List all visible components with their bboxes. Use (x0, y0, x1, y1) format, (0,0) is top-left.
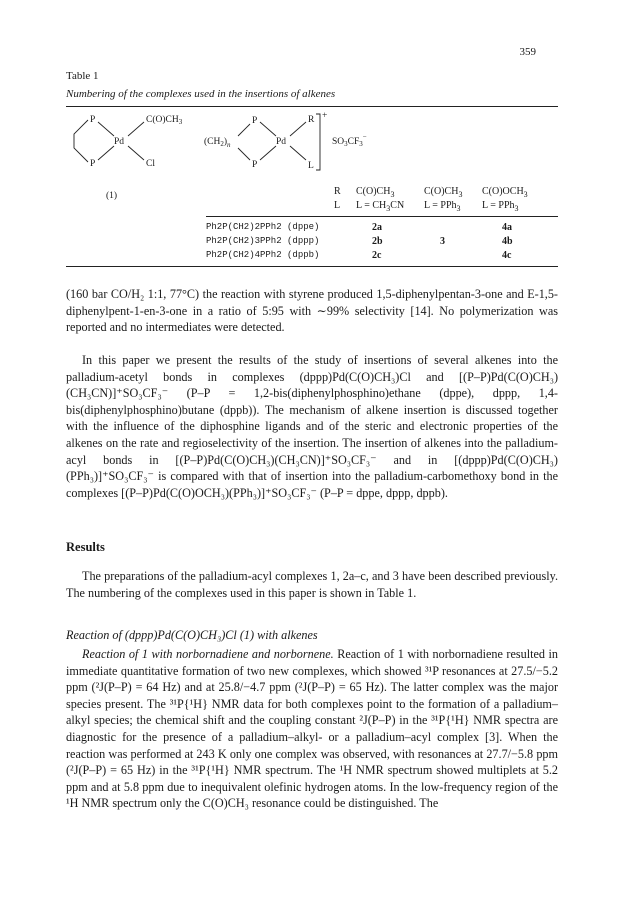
body-paragraph-4 (66, 646, 558, 812)
structure-1 (74, 114, 183, 201)
table-row-c1: 2c (372, 250, 382, 261)
table-header-rule (206, 216, 558, 217)
table-header-l-col3: L = PPh$_3$ (482, 200, 519, 213)
struct1-acyl: $C(O)CH_3$ (146, 115, 183, 126)
table-bottom-rule (66, 266, 558, 267)
struct1-pd: Pd (114, 137, 125, 147)
table-top-rule (66, 106, 558, 107)
table-header-r-col2: $C(O)CH_3$ (424, 186, 463, 199)
table-header-r-col3: $C(O)OCH_3$ (482, 186, 528, 199)
body-paragraph-2: In this paper we present the results of the study of insertions of several alkenes into the palladium-acetyl bonds in complexes (dppp)Pd(C(O)CH₃)Cl and [(P–P)Pd(C(O)CH₃)(CH₃CN)]⁺SO₃CF₃⁻ (P–P = 1,2-bis(diphenylphosphino)ethane (dppe), dppp, 1,4-bis(diphenylphosphino)butane (dppb)). The mechanism of alkene insertion is discussed together with the influence of the diphosphine ligands and of the steric and electronic properties of the alkenes on the rate and regioselectivity of the insertion. The insertion of alkenes into the palladium-acyl bonds in [(P–P)Pd(C(O)CH₃)(CH₃CN)]⁺SO₃CF₃⁻ and in [(dppp)Pd(C(O)CH₃)(PPh₃)]⁺SO₃CF₃⁻ is compared with that of insertion into the palladium-carbomethoxy bond in the complexes [(P–P)Pd(C(O)OCH₃)(PPh₃)]⁺SO₃CF₃⁻ (P–P = dppe, dppp, dppb). (66, 353, 558, 500)
struct2-r: R (308, 115, 315, 125)
struct2-p-top: P (252, 116, 258, 126)
table-row-c3: 4b (502, 236, 513, 247)
table-row-c1: 2a (372, 222, 382, 233)
table-row-ligand: Ph2P(CH2)2PPh2 (dppe) (206, 222, 320, 232)
table-caption: Numbering of the complexes used in the insertions of alkenes (66, 88, 336, 100)
struct2-pd: Pd (276, 137, 287, 147)
struct2-charge: + (322, 111, 328, 121)
structure-2 (204, 111, 367, 171)
body-paragraph-3: The preparations of the palladium-acyl complexes 1, 2a–c, and 3 have been described previously. The numbering of the complexes used in this paper is shown in Table 1. (66, 569, 558, 600)
body-paragraph-1: (160 bar CO/H₂ 1:1, 77°C) the reaction with styrene produced 1,5-diphenylpentan-3-one and E-1,5-diphenylpent-1-en-3-one in a ratio of 5:95 with ∼99% selectivity [14]. No polymerization was reported and no intermediates were detected. (66, 287, 558, 335)
table-header-r-label: R (334, 186, 341, 197)
struct1-cl: Cl (146, 159, 155, 169)
struct2-chain: $(CH_2)_n$ (204, 137, 231, 149)
struct1-label: (1) (106, 191, 118, 201)
struct2-p-bottom: P (252, 160, 258, 170)
structure-diagrams (66, 110, 366, 220)
table-header-l-col1: $L = CH_3CN$ (356, 200, 405, 213)
table-header-l-label: L (334, 200, 341, 211)
paragraph-text: Reaction of 1 with norbornadiene resulted in immediate quantitative formation of two new complexes, which showed ³¹P resonances at 27.5/−5.2 ppm (²J(P–P) = 64 Hz) and at 25.8/−4.7 ppm (²J(P–P) = 65 Hz). The latter complex was the major species present. The ³¹P{¹H} NMR data for both complexes point to the formation of a palladium–alkyl species; the chemical shift and the coupling constant ²J(P–P) in the ³¹P{¹H} NMR spectra are diagnostic for the presence of a palladium–alkyl- or a palladium–acyl complex [3]. When the reaction was performed at 243 K only one complex was observed, with resonances at 27.7/−5.8 ppm (²J(P–P) = 65 Hz) in the ³¹P{¹H} NMR spectrum. The ¹H NMR spectrum showed multiplets at 5.2 ppm and at 5.8 ppm due to inequivalent olefinic hydrogen atoms. In the low-frequency region of the ¹H NMR spectrum only the C(O)CH₃ resonance could be distinguished. The (66, 647, 558, 811)
table-row-c3: 4a (502, 222, 512, 233)
table-header-l-col2: L = PPh$_3$ (424, 200, 461, 213)
table-label: Table 1 (66, 70, 99, 82)
table-row-ligand: Ph2P(CH2)4PPh2 (dppb) (206, 250, 320, 260)
table-row-c3: 4c (502, 250, 512, 261)
struct2-l: L (308, 161, 314, 171)
page-number: 359 (519, 46, 536, 58)
subsection-heading: Reaction of (dppp)Pd(C(O)CH₃)Cl (1) with alkenes (66, 628, 318, 642)
paragraph-lead: Reaction of 1 with norbornadiene and norbornene. (82, 647, 334, 661)
section-heading-results: Results (66, 540, 105, 554)
table-header-r-col1: $C(O)CH_3$ (356, 186, 395, 199)
struct1-p-bottom: P (90, 159, 96, 169)
struct2-anion: $SO_3CF_3^-$ (332, 133, 367, 148)
table-row-c2: 3 (440, 236, 445, 247)
struct1-p-top: P (90, 115, 96, 125)
table-row-c1: 2b (372, 236, 383, 247)
table-row-ligand: Ph2P(CH2)3PPh2 (dppp) (206, 236, 320, 246)
